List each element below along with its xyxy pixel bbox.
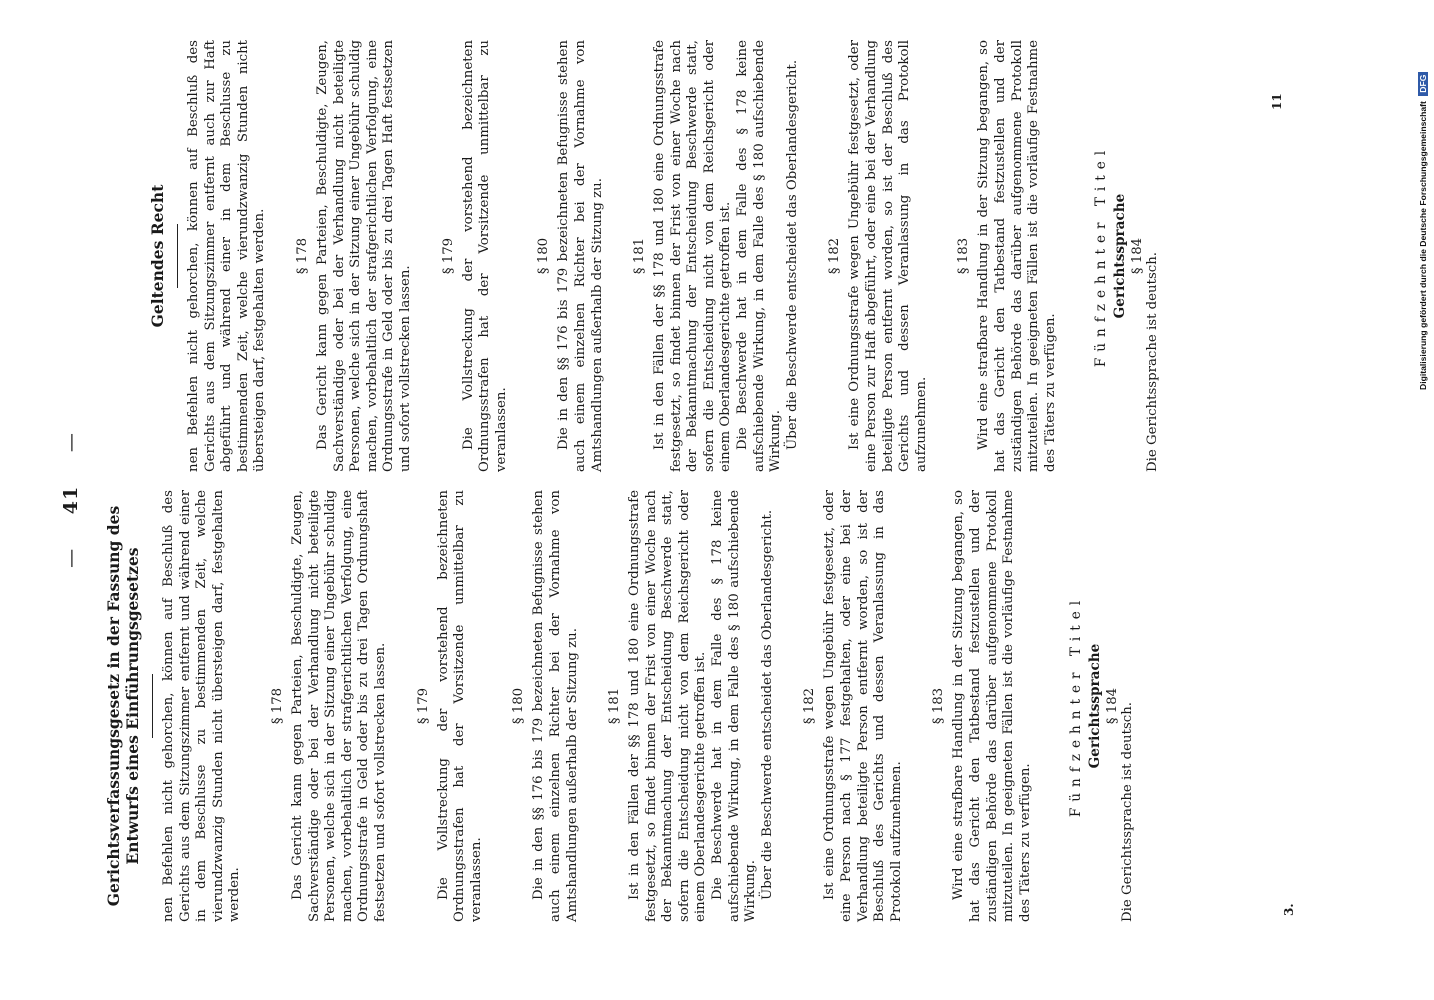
right-section-181-text-2: Die Beschwerde hat in dem Falle des § 178 keine aufschiebende Wirkung, in dem Falle des § 180 aufschiebende Wirkung. [735,40,784,472]
right-section-184-title: § 184 [1130,237,1146,275]
left-section-178-text: Das Gericht kann gegen Parteien, Beschuldigte, Zeugen, Sachverständige oder bei der Verhandlung nicht beteiligte Personen, welche sich in der Sitzung einer Ungebühr schuldig machen, vorbehaltlich der strafgerichtlichen Verfolgung, eine Ordnungsstrafe in Geld oder bis zu drei Tagen Ordnungshaft festsetzen und sofort vollstrecken lassen. [289,490,388,922]
dfg-logo-badge: DFG [1418,72,1428,96]
right-section-179-text: Die Vollstreckung der vorstehend bezeichneten Ordnungsstrafen hat der Vorsitzende unmittelbar zu veranlassen. [460,40,509,472]
digitization-note [1418,72,1428,390]
page-number-dash-left: — [60,547,82,568]
left-section-178-title: § 178 [269,687,285,725]
left-section-179-title: § 179 [415,687,431,725]
left-section-182-title: § 182 [802,687,818,725]
left-column-heading: Gerichtsverfassungsgesetz in der Fassung des Entwurfs eines Einführungsgesetzes [104,505,142,907]
left-section-183-text: Wird eine strafbare Handlung in der Sitzung begangen, so hat das Gericht den Tatbestand festzustellen und der zuständigen Behörde das darüber aufgenommene Protokoll mitzuteilen. In geeigneten Fällen ist die vorläufige Festnahme des Täters zu verfügen. [951,490,1033,922]
right-section-178-title: § 178 [294,237,310,275]
right-section-178-text: Das Gericht kann gegen Parteien, Beschuldigte, Zeugen, Sachverständige oder bei der Verhandlung nicht beteiligte Personen, welche sich in der Sitzung einer Ungebühr schuldig machen, vorbehaltlich der strafgerichtlichen Verfolgung, eine Ordnungsstrafe in Geld oder bis zu drei Tagen Haft festsetzen und sofort vollstrecken lassen. [314,40,413,472]
right-section-183-text: Wird eine strafbare Handlung in der Sitzung begangen, so hat das Gericht den Tatbestand festzustellen und der zuständigen Behörde das darüber aufgenommene Protokoll mitzuteilen. In geeigneten Fällen ist die vorläufige Festnahme des Täters zu verfügen. [976,40,1058,472]
left-section-180-text: Die in den §§ 176 bis 179 bezeichneten Befugnisse stehen auch einem einzelnen Richter bei der Vornahme von Amtshandlungen außerhalb der Sitzung zu. [531,490,580,922]
right-intro-paragraph: nen Befehlen nicht gehorchen, können auf Beschluß des Gerichts aus dem Sitzungszimmer entfernt auch zur Haft abgeführt und während einer in dem Beschlusse zu bestimmenden Zeit, welche vierundzwanzig Stunden nicht übersteigen darf, festgehalten werden. [186,40,268,472]
left-title-15: Fünfzehnter Titel [1068,594,1085,818]
left-section-181-title: § 181 [607,687,623,725]
left-section-182-text: Ist eine Ordnungsstrafe wegen Ungebühr festgesetzt, oder eine Person nach § 177 festgehalten, oder eine bei der Verhandlung beteiligte Person entfernt worden, so ist der Beschluß des Gerichts und dessen Veranlassung in das Protokoll aufzunehmen. [822,490,904,922]
left-footer-signature: 3. [1282,903,1296,916]
right-section-180-text: Die in den §§ 176 bis 179 bezeichneten Befugnisse stehen auch einem einzelnen Richter bei der Vornahme von Amtshandlungen außerhalb der Sitzung zu. [556,40,605,472]
right-section-184-text: Die Gerichtssprache ist deutsch. [1145,251,1161,472]
digitization-text: Digitalisierung gefördert durch die Deutsche Forschungsgemeinschaft [1418,101,1428,390]
right-section-183-title: § 183 [956,237,972,275]
page-number: 41 [60,485,82,515]
left-section-180-title: § 180 [511,687,527,725]
left-heading-rule [152,674,153,738]
page-number-dash-right: — [60,432,82,453]
right-title-15: Fünfzehnter Titel [1093,144,1110,368]
left-section-179-text: Die Vollstreckung der vorstehend bezeichneten Ordnungsstrafen hat der Vorsitzende unmittelbar zu veranlassen. [435,490,484,922]
right-heading-rule [177,224,178,288]
left-section-184-text: Die Gerichtssprache ist deutsch. [1120,701,1136,922]
left-subtitle-15: Gerichtssprache [1087,643,1104,769]
left-column [104,490,1137,922]
right-section-182-text: Ist eine Ordnungsstrafe wegen Ungebühr festgesetzt, oder eine Person zur Haft abgeführt, oder eine bei der Verhandlung beteiligte Person entfernt worden, so ist der Beschluß des Gerichts und dessen Veranlassung in das Protokoll aufzunehmen. [847,40,929,472]
right-subtitle-15: Gerichtssprache [1112,193,1129,319]
right-section-181-text-3: Über die Beschwerde entscheidet das Oberlandesgericht. [784,59,800,450]
right-section-180-title: § 180 [536,237,552,275]
left-section-181-text-2: Die Beschwerde hat in dem Falle des § 178 keine aufschiebende Wirkung, in dem Falle des § 180 aufschiebende Wirkung. [710,490,759,922]
right-footer-number: 11 [1270,93,1284,110]
right-section-179-title: § 179 [440,237,456,275]
page-number-line [60,0,82,1000]
right-column-heading: Geltendes Recht [148,184,167,328]
left-section-181-text-3: Über die Beschwerde entscheidet das Oberlandesgericht. [759,509,775,900]
left-section-183-title: § 183 [931,687,947,725]
left-intro-paragraph: nen Befehlen nicht gehorchen, können auf Beschluß des Gerichts aus dem Sitzungszimmer entfernt und während einer in dem Beschlusse zu bestimmenden Zeit, welche vierundzwanzig Stunden nicht übersteigen darf, festgehalten werden. [161,490,243,922]
left-section-184-title: § 184 [1105,687,1121,725]
right-section-181-text-1: Ist in den Fällen der §§ 178 und 180 eine Ordnungsstrafe festgesetzt, so findet binnen der Frist von einer Woche nach der Bekanntmachung der Entscheidung Beschwerde statt, sofern die Entscheidung nicht von dem Reichsgericht oder einem Oberlandesgerichte getroffen ist. [652,40,734,472]
left-section-181-text-1: Ist in den Fällen der §§ 178 und 180 eine Ordnungsstrafe festgesetzt, so findet binnen der Frist von einer Woche nach der Bekanntmachung der Entscheidung Beschwerde statt, sofern die Entscheidung nicht von dem Reichsgericht oder einem Oberlandesgerichte getroffen ist. [627,490,709,922]
right-section-181-title: § 181 [632,237,648,275]
right-section-182-title: § 182 [827,237,843,275]
right-column [148,40,1162,472]
